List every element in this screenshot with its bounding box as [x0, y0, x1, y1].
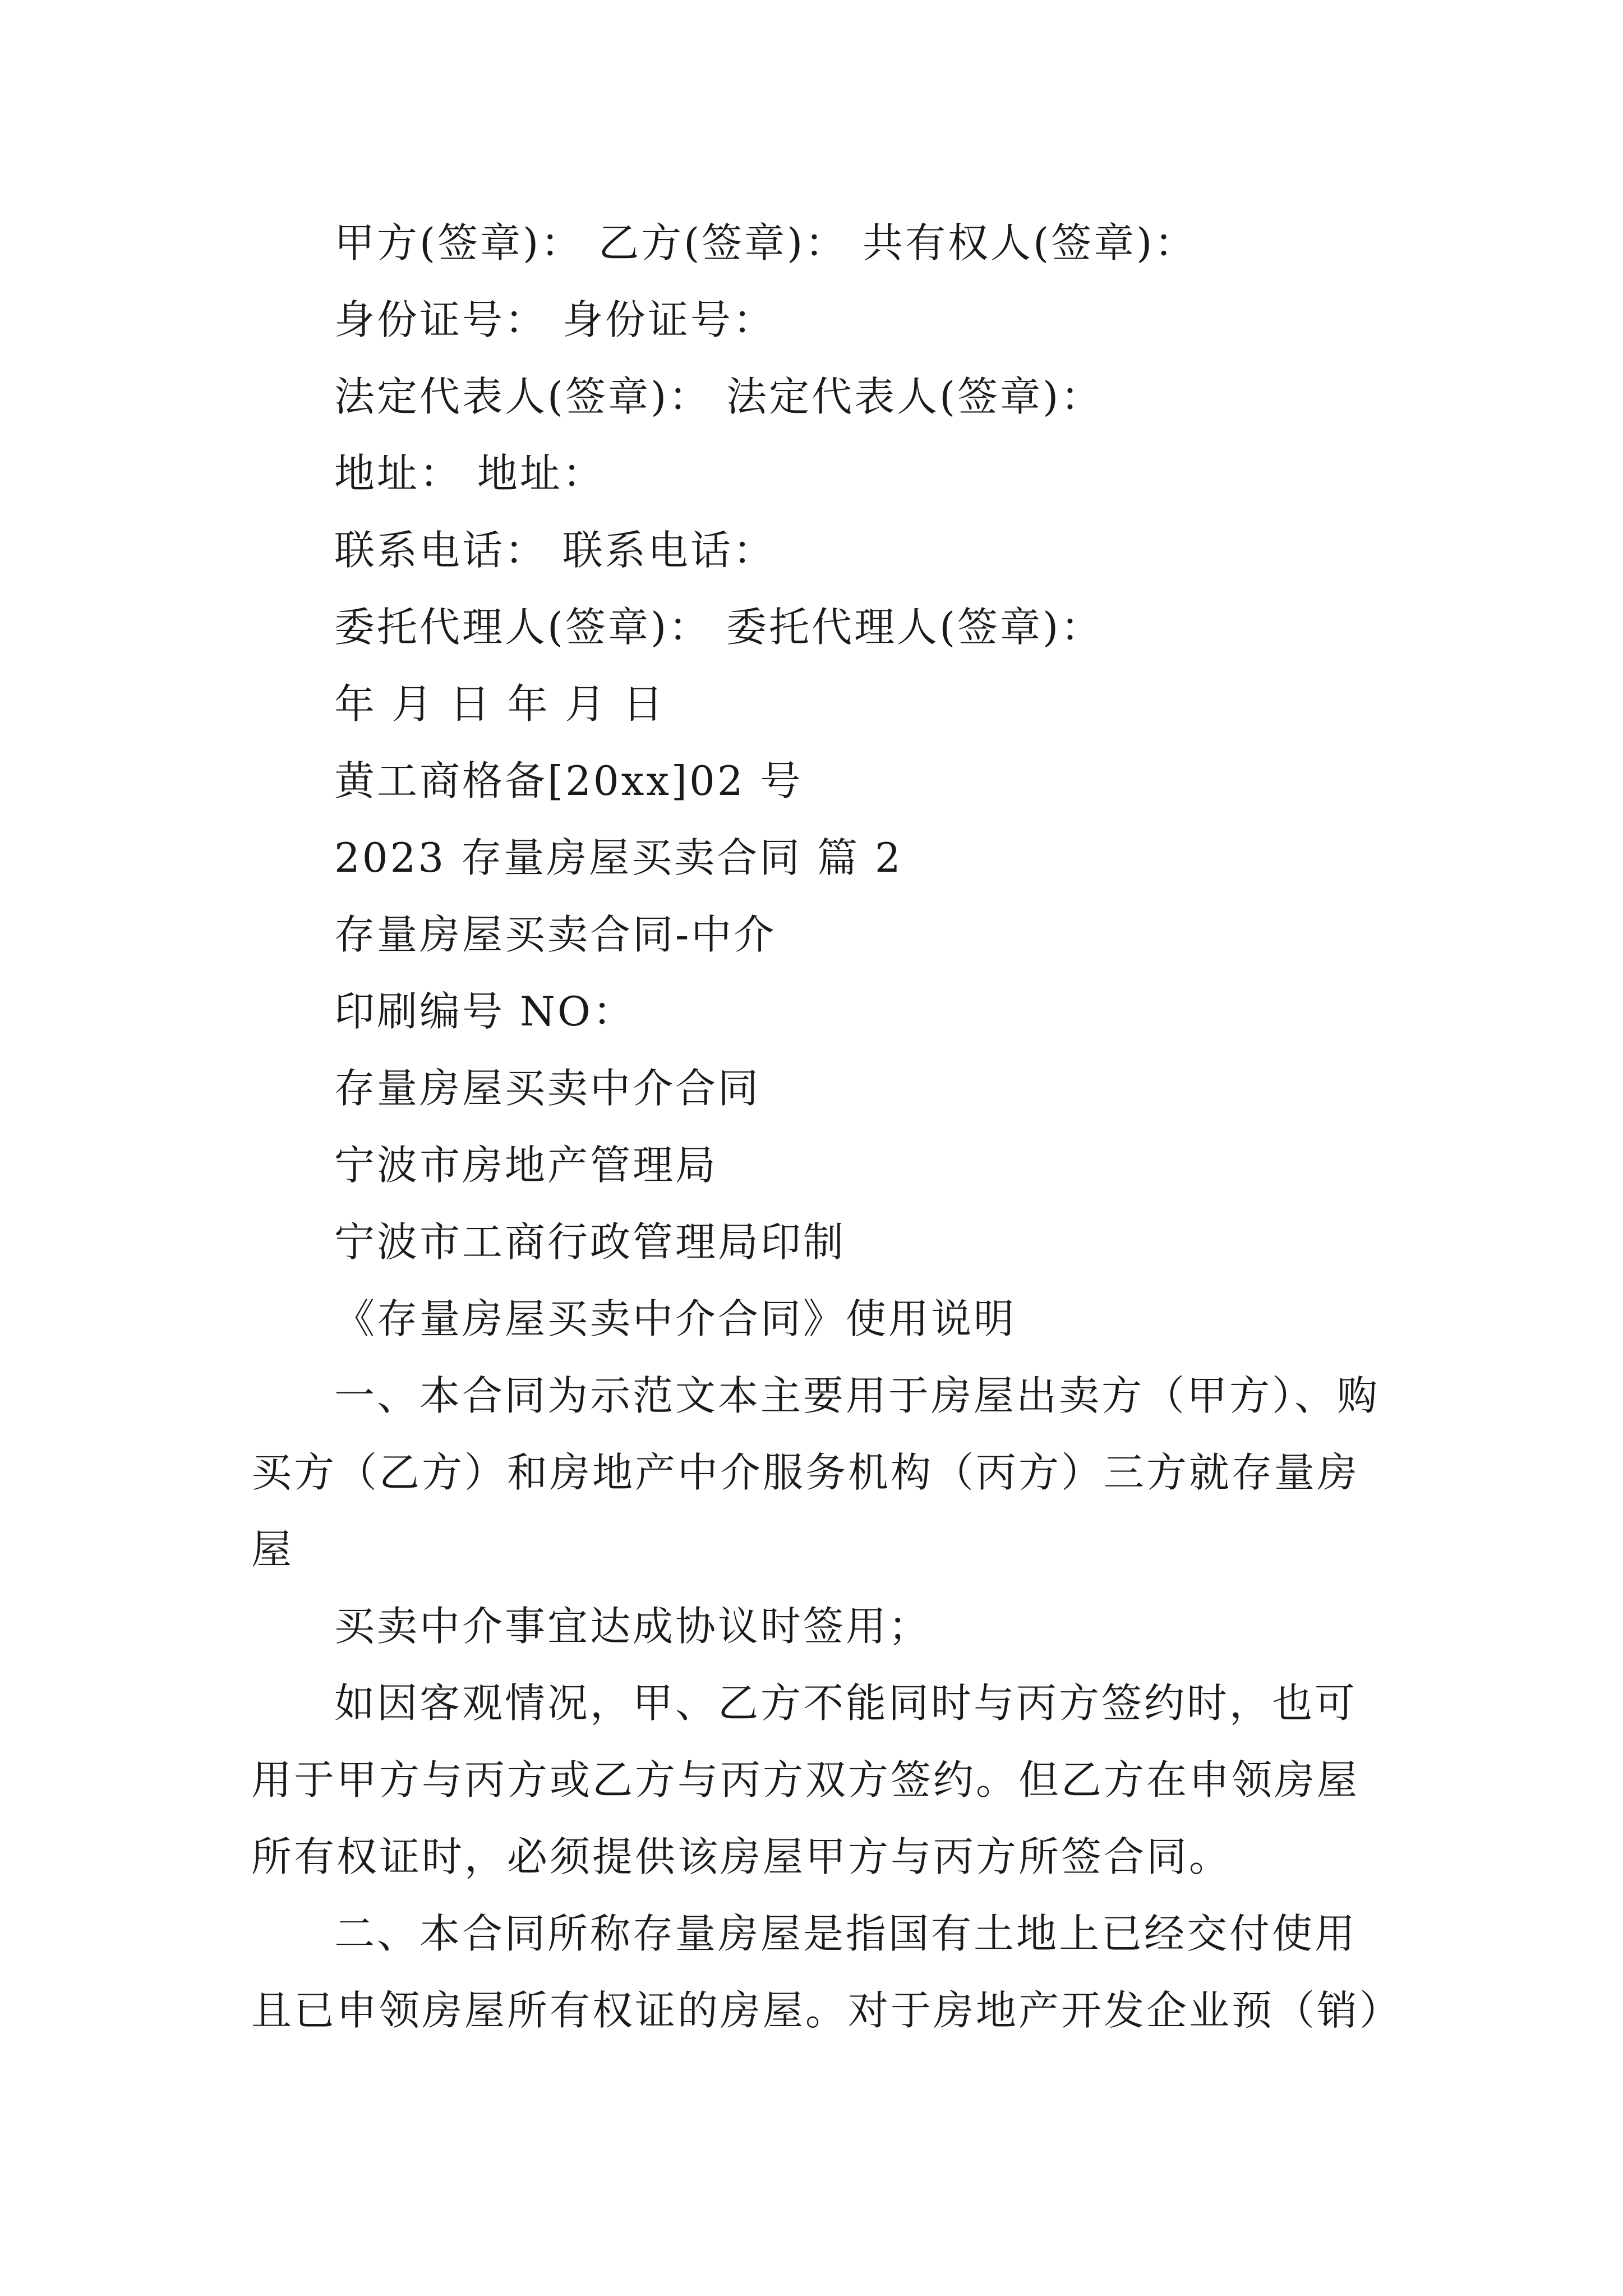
contract-name: 存量房屋买卖中介合同	[334, 1065, 761, 1112]
phone-line: 联系电话： 联系电话：	[334, 527, 776, 574]
instruction-paragraph-1: 一、本合同为示范文本主要用于房屋出卖方（甲方）、购买方（乙方）和房地产中介服务机构（丙方）三方就存量房屋	[251, 1372, 1380, 1573]
instruction-paragraph-2: 买卖中介事宜达成协议时签用；	[334, 1603, 932, 1650]
signature-line-parties: 甲方(签章)： 乙方(签章)： 共有权人(签章)：	[334, 219, 1197, 266]
instruction-paragraph-4: 二、本合同所称存量房屋是指国有土地上已经交付使用且已申领房屋所有权证的房屋。对于房地产开发企业预（销）	[251, 1910, 1403, 2034]
id-number-line: 身份证号： 身份证号：	[334, 296, 776, 343]
document-body	[251, 205, 1403, 2049]
instruction-paragraph-3: 如因客观情况，甲、乙方不能同时与丙方签约时，也可用于甲方与丙方或乙方与丙方双方签约。但乙方在申领房屋所有权证时，必须提供该房屋甲方与丙方所签合同。	[251, 1680, 1360, 1880]
contract-title: 存量房屋买卖合同-中介	[334, 911, 777, 958]
usage-instructions-heading: 《存量房屋买卖中介合同》使用说明	[334, 1295, 1017, 1342]
print-number: 印刷编号 NO：	[334, 988, 635, 1035]
section-heading: 2023 存量房屋买卖合同 篇 2	[334, 834, 903, 881]
legal-representative-line: 法定代表人(签章)： 法定代表人(签章)：	[334, 373, 1104, 420]
registration-number: 黄工商格备[20xx]02 号	[334, 757, 803, 804]
issuer-real-estate-bureau: 宁波市房地产管理局	[334, 1142, 718, 1189]
agent-line: 委托代理人(签章)： 委托代理人(签章)：	[334, 604, 1104, 651]
issuer-commerce-bureau: 宁波市工商行政管理局印制	[334, 1218, 846, 1266]
date-line: 年 月 日 年 月 日	[334, 680, 666, 728]
address-line: 地址： 地址：	[334, 450, 605, 497]
